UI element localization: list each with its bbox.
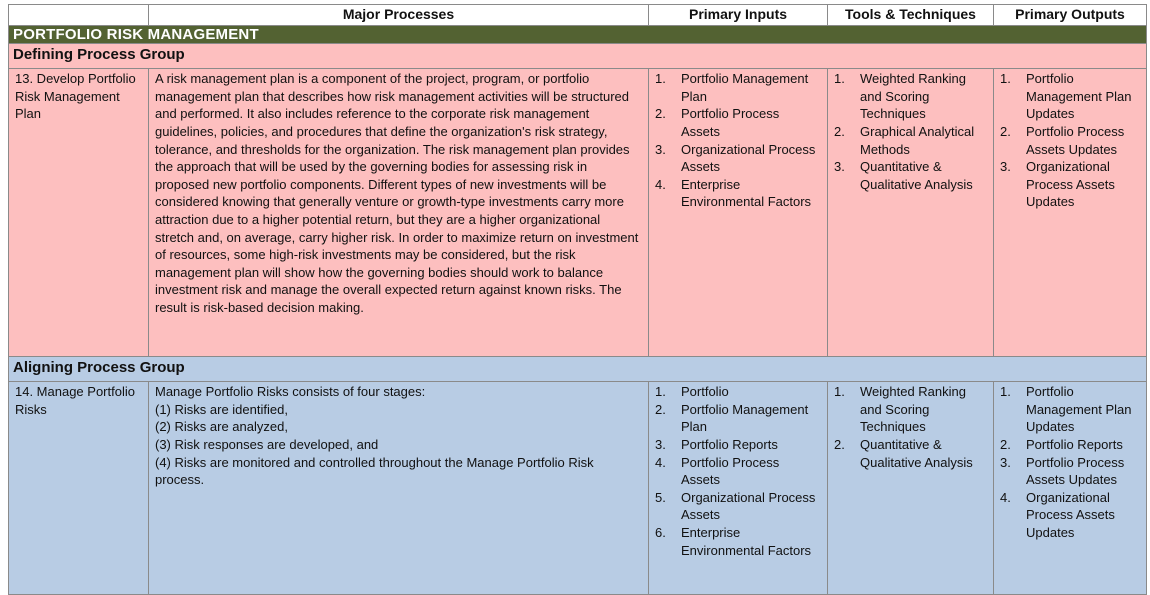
list-number: 1.: [1000, 71, 1011, 87]
list-text: Portfolio Management Plan Updates: [1026, 71, 1132, 122]
list-item: [655, 436, 821, 454]
header-major-processes: Major Processes: [149, 5, 649, 26]
inputs-list: [655, 70, 821, 211]
list-text: Organizational Process Assets: [681, 489, 816, 523]
list-number: 2.: [1000, 123, 1011, 139]
section-row: [9, 25, 1147, 44]
list-number: 1.: [834, 384, 845, 400]
list-item: [1000, 454, 1140, 489]
list-number: 6.: [655, 524, 666, 540]
list-text: Portfolio Process Assets: [681, 106, 780, 139]
portfolio-risk-table: [8, 4, 1147, 595]
group-title: Defining Process Group: [9, 44, 1147, 69]
list-item: [1000, 123, 1140, 158]
list-item: [834, 123, 987, 158]
process-description: [149, 382, 649, 595]
list-text: Quantitative & Qualitative Analysis: [860, 436, 973, 470]
list-number: 1.: [834, 71, 845, 87]
list-text: Quantitative & Qualitative Analysis: [860, 159, 973, 192]
list-number: 1.: [655, 384, 666, 400]
outputs-list: [1000, 70, 1140, 211]
header-primary-outputs: Primary Outputs: [994, 5, 1147, 26]
list-text: Weighted Ranking and Scoring Techniques: [860, 71, 966, 122]
list-item: [834, 383, 987, 436]
list-item: [655, 383, 821, 401]
list-number: 2.: [834, 123, 845, 139]
header-row: [9, 5, 1147, 26]
header-blank: [9, 5, 149, 26]
description-line: (2) Risks are analyzed,: [155, 419, 288, 435]
list-number: 2.: [655, 401, 666, 417]
list-number: 2.: [655, 106, 666, 122]
list-number: 4.: [655, 454, 666, 470]
list-item: [834, 436, 987, 471]
list-text: Portfolio Process Assets Updates: [1026, 123, 1125, 157]
list-number: 5.: [655, 489, 666, 505]
inputs-list: [655, 383, 821, 559]
header-primary-inputs: Primary Inputs: [649, 5, 828, 26]
list-item: [655, 141, 821, 176]
section-title: PORTFOLIO RISK MANAGEMENT: [9, 25, 1147, 44]
list-number: 3.: [1000, 159, 1011, 175]
list-item: [1000, 70, 1140, 123]
list-item: [834, 158, 987, 193]
list-number: 3.: [834, 159, 845, 175]
list-item: [834, 70, 987, 123]
table-row: [9, 382, 1147, 595]
table-row: [9, 69, 1147, 357]
list-text: Portfolio Process Assets: [681, 454, 780, 488]
list-text: Portfolio Management Plan Updates: [1026, 384, 1132, 435]
list-text: Portfolio Management Plan: [681, 401, 809, 435]
list-number: 3.: [655, 141, 666, 157]
group-row-aligning: [9, 357, 1147, 382]
header-tools-techniques: Tools & Techniques: [828, 5, 994, 26]
list-text: Organizational Process Assets Updates: [1026, 489, 1115, 540]
list-text: Graphical Analytical Methods: [860, 123, 975, 157]
list-item: [1000, 436, 1140, 454]
list-text: Enterprise Environmental Factors: [681, 524, 812, 558]
process-name: 13. Develop Portfolio Risk Management Plan: [9, 69, 149, 357]
list-item: [655, 176, 821, 211]
list-item: [1000, 383, 1140, 436]
list-text: Weighted Ranking and Scoring Techniques: [860, 384, 966, 435]
list-item: [655, 454, 821, 489]
list-number: 4.: [1000, 489, 1011, 505]
list-number: 2.: [834, 436, 845, 452]
list-item: [1000, 489, 1140, 542]
list-number: 3.: [1000, 454, 1011, 470]
tools-list: [834, 70, 987, 193]
list-number: 1.: [655, 71, 666, 87]
list-text: Portfolio: [681, 384, 729, 400]
process-name: 14. Manage Portfolio Risks: [9, 382, 149, 595]
group-row-defining: [9, 44, 1147, 69]
list-item: [655, 70, 821, 105]
list-number: 3.: [655, 436, 666, 452]
list-text: Portfolio Management Plan: [681, 71, 809, 104]
group-title: Aligning Process Group: [9, 357, 1147, 382]
list-text: Organizational Process Assets Updates: [1026, 159, 1115, 210]
tools-list: [834, 383, 987, 471]
list-text: Portfolio Reports: [1026, 436, 1123, 452]
description-line: Manage Portfolio Risks consists of four stages:: [155, 384, 426, 400]
list-item: [1000, 158, 1140, 211]
list-text: Portfolio Reports: [681, 436, 778, 452]
list-item: [655, 489, 821, 524]
list-text: Enterprise Environmental Factors: [681, 176, 812, 210]
description-line: (1) Risks are identified,: [155, 401, 288, 417]
list-number: 4.: [655, 176, 666, 192]
list-number: 1.: [1000, 384, 1011, 400]
process-description: A risk management plan is a component of the project, program, or portfolio management plan that describes how risk management activities will be structured and performed. It also includes reference to the corporate risk management guidelines, policies, and procedures that define the organization's risk strategy, tolerance, and thresholds for the organization. The risk management plan provides the approach that will be used by the governing bodies for assessing risk in proposed new portfolio components. Different types of new investments will be considered knowing that generally venture or growth-type investments carry more attraction due to a higher potential return, but they are a higher organizational stretch and, on average, carry higher risk. In order to maximize return on investment of resources, some high-risk investments may be considered, but the risk management plan will show how the governing bodies should work to balance investment risk and manage the overall expected return against known risks. The result is risk-based decision making.: [149, 69, 649, 357]
list-number: 2.: [1000, 436, 1011, 452]
list-item: [655, 524, 821, 559]
list-text: Portfolio Process Assets Updates: [1026, 454, 1125, 488]
description-line: (4) Risks are monitored and controlled throughout the Manage Portfolio Risk process.: [155, 454, 594, 488]
description-line: (3) Risk responses are developed, and: [155, 436, 379, 452]
outputs-list: [1000, 383, 1140, 541]
list-item: [655, 401, 821, 436]
list-text: Organizational Process Assets: [681, 141, 816, 175]
list-item: [655, 105, 821, 140]
